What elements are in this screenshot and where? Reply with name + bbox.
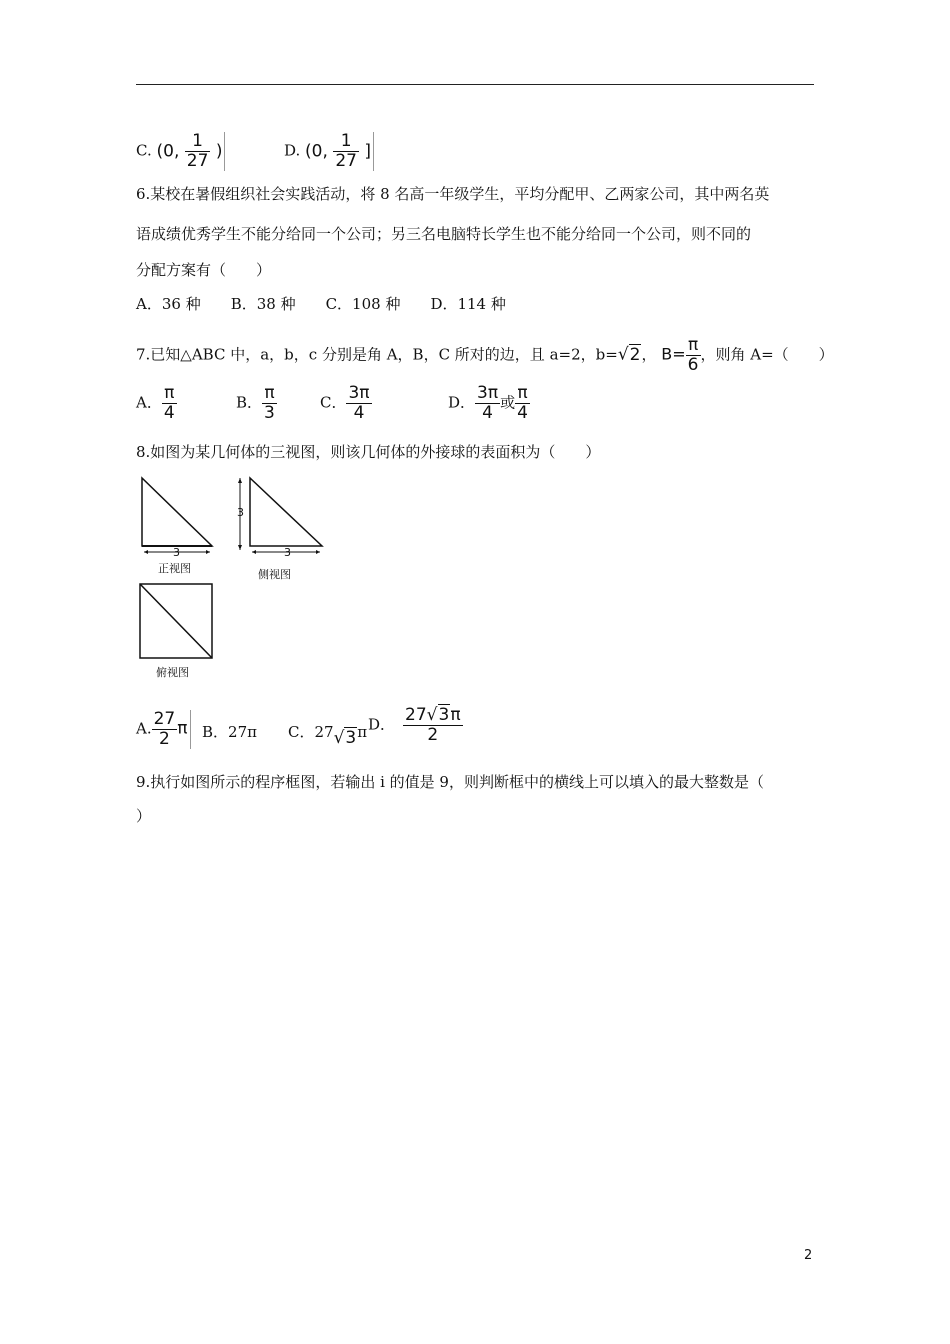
- front-view-caption: 正视图: [158, 562, 191, 575]
- front-view-figure: [136, 476, 220, 556]
- top-view-caption: 俯视图: [156, 666, 189, 679]
- q9-stem-line1: 9.执行如图所示的程序框图，若输出 i 的值是 9，则判断框中的横线上可以填入的最大整数是（: [136, 773, 764, 791]
- header-rule: [136, 84, 814, 85]
- q8-stem: 8.如图为某几何体的三视图，则该几何体的外接球的表面积为（ ）: [136, 443, 601, 461]
- side-view-dim-height: 3: [237, 506, 244, 519]
- side-view-dim-width: 3: [284, 546, 291, 559]
- q6-options: A．36 种 B．38 种 C．108 种 D．114 种: [136, 295, 506, 313]
- q7-option-b: B． $\frac{\pi}{3}$: [236, 383, 275, 423]
- q7-stem: 7.已知△ABC 中，a，b，c 分别是角 A，B，C 所对的边，且 a=2，b=√2， B= $\frac{\pi}{6}$ ，则角 A=（ ）: [136, 335, 834, 375]
- side-view-caption: 侧视图: [258, 568, 291, 581]
- q6-stem-line2: 语成绩优秀学生不能分给同一个公司；另三名电脑特长学生也不能分给同一个公司，则不同的: [136, 225, 752, 243]
- q5-option-c: C. (0, $\frac{1}{27}$ ): [136, 132, 225, 171]
- q8-option-b: B．27π: [202, 723, 257, 741]
- q9-stem-line2: ）: [136, 807, 152, 825]
- q6-stem-line3: 分配方案有（ ）: [136, 261, 272, 279]
- side-view-figure: [232, 476, 328, 556]
- q7-option-a: A． $\frac{\pi}{4}$: [136, 383, 175, 423]
- q7-option-c: C． $\frac{3\pi}{4}$: [320, 383, 370, 423]
- page-number: 2: [804, 1248, 813, 1263]
- q8-option-a: A. $\frac{27}{2}$ π: [136, 710, 191, 749]
- q8-option-c: C．27√3π: [288, 723, 368, 748]
- q5-option-d: D. (0, $\frac{1}{27}$ ]: [284, 132, 374, 171]
- q7-option-d: D． $\frac{3\pi}{4}$ 或 $\frac{\pi}{4}$: [448, 383, 528, 423]
- q6-stem-line1: 6.某校在暑假组织社会实践活动，将 8 名高一年级学生，平均分配甲、乙两家公司，其中两名英: [136, 185, 770, 203]
- front-view-dim: 3: [173, 546, 180, 559]
- q8-option-d: D． $\frac{27√3\pi}{2}$: [368, 705, 461, 745]
- top-view-figure: [136, 582, 216, 662]
